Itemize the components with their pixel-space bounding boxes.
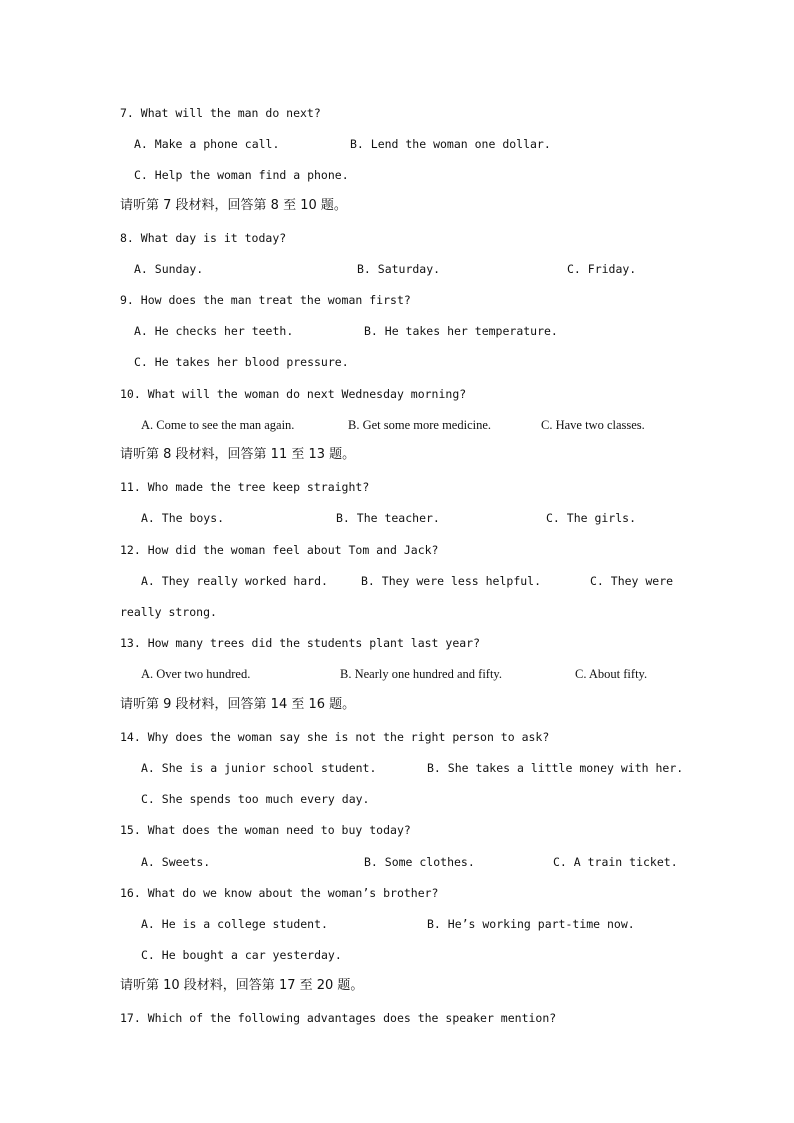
- question-10: 10. What will the woman do next Wednesday morning?: [120, 387, 467, 401]
- q11-option-b: B. The teacher.: [336, 511, 440, 525]
- q11-option-c: C. The girls.: [546, 511, 637, 525]
- question-9: 9. How does the man treat the woman first?: [120, 293, 411, 307]
- q7-option-c: C. Help the woman find a phone.: [134, 168, 349, 182]
- q8-option-a: A. Sunday.: [134, 262, 204, 276]
- q12-option-a: A. They really worked hard.: [141, 574, 328, 588]
- q7-option-b: B. Lend the woman one dollar.: [350, 137, 551, 151]
- question-17: 17. Which of the following advantages does the speaker mention?: [120, 1011, 557, 1025]
- section-9-instruction: 请听第 9 段材料，回答第 14 至 16 题。: [120, 697, 356, 712]
- question-8: 8. What day is it today?: [120, 231, 287, 245]
- q10-option-b: B. Get some more medicine.: [348, 418, 492, 432]
- q15-option-a: A. Sweets.: [141, 855, 211, 869]
- q12-option-b: B. They were less helpful.: [361, 574, 542, 588]
- q12-option-c-continued: really strong.: [120, 605, 217, 619]
- question-16: 16. What do we know about the woman’s brother?: [120, 886, 439, 900]
- section-7-instruction: 请听第 7 段材料，回答第 8 至 10 题。: [120, 198, 347, 213]
- question-15: 15. What does the woman need to buy today?: [120, 823, 411, 837]
- question-7: 7. What will the man do next?: [120, 106, 321, 120]
- q13-option-b: B. Nearly one hundred and fifty.: [340, 667, 502, 681]
- q13-option-c: C. About fifty.: [575, 667, 648, 681]
- q14-option-b: B. She takes a little money with her.: [427, 761, 684, 775]
- question-13: 13. How many trees did the students plant last year?: [120, 636, 481, 650]
- q9-option-a: A. He checks her teeth.: [134, 324, 294, 338]
- section-10-instruction: 请听第 10 段材料，回答第 17 至 20 题。: [120, 978, 364, 993]
- q8-option-b: B. Saturday.: [357, 262, 441, 276]
- question-14: 14. Why does the woman say she is not the right person to ask?: [120, 730, 550, 744]
- q14-option-a: A. She is a junior school student.: [141, 761, 377, 775]
- q14-option-c: C. She spends too much every day.: [141, 792, 370, 806]
- q12-option-c: C. They were: [590, 574, 674, 588]
- q9-option-b: B. He takes her temperature.: [364, 324, 558, 338]
- section-8-instruction: 请听第 8 段材料，回答第 11 至 13 题。: [120, 447, 356, 462]
- question-11: 11. Who made the tree keep straight?: [120, 480, 370, 494]
- q13-option-a: A. Over two hundred.: [141, 667, 251, 681]
- q16-option-b: B. He’s working part-time now.: [427, 917, 635, 931]
- q9-option-c: C. He takes her blood pressure.: [134, 355, 349, 369]
- question-12: 12. How did the woman feel about Tom and Jack?: [120, 543, 439, 557]
- q15-option-c: C. A train ticket.: [553, 855, 678, 869]
- q7-option-a: A. Make a phone call.: [134, 137, 280, 151]
- q16-option-a: A. He is a college student.: [141, 917, 328, 931]
- q15-option-b: B. Some clothes.: [364, 855, 475, 869]
- q8-option-c: C. Friday.: [567, 262, 637, 276]
- q16-option-c: C. He bought a car yesterday.: [141, 948, 342, 962]
- q10-option-a: A. Come to see the man again.: [141, 418, 295, 432]
- q10-option-c: C. Have two classes.: [541, 418, 645, 432]
- q11-option-a: A. The boys.: [141, 511, 225, 525]
